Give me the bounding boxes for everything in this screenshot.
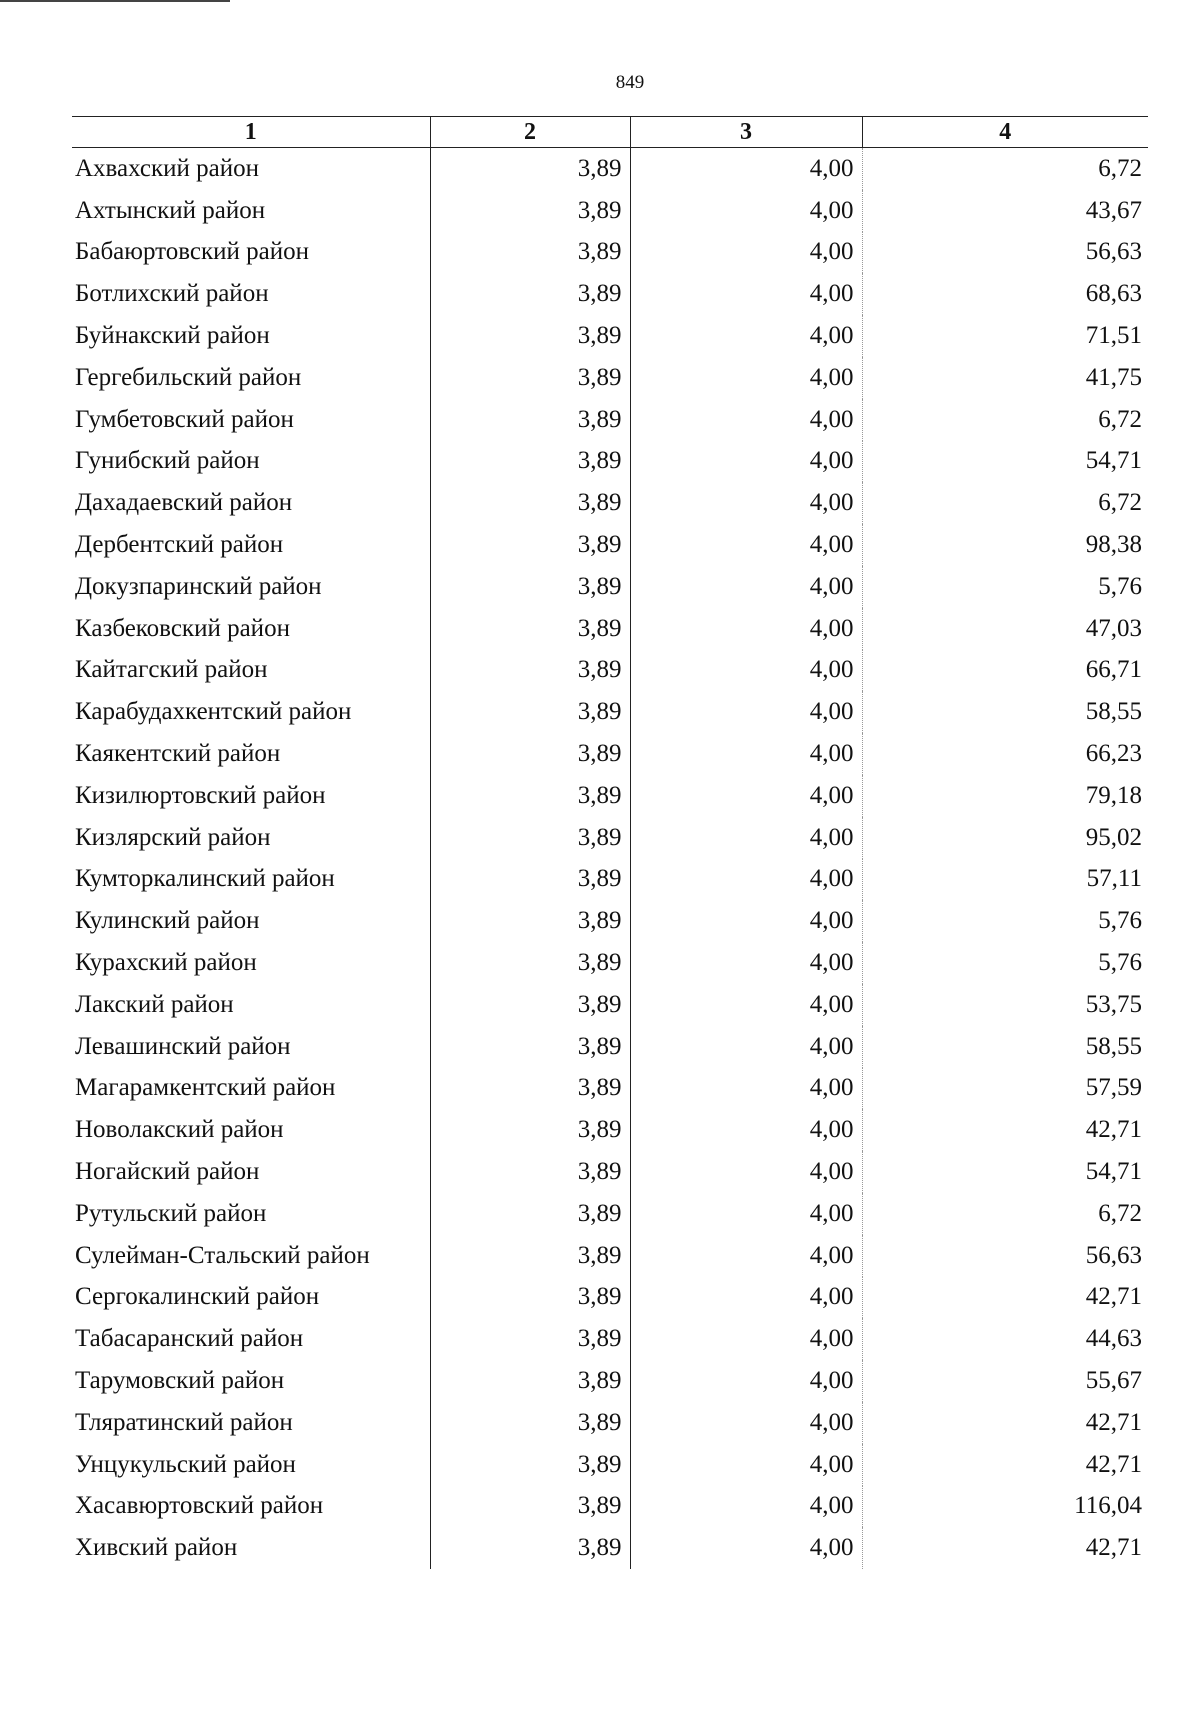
col-4-value-cell: 95,02 (862, 817, 1148, 859)
header-row (72, 117, 1148, 148)
col-2-value-cell: 3,89 (430, 650, 630, 692)
col-3-value-cell: 4,00 (630, 1486, 862, 1528)
col-4-value-cell: 5,76 (862, 566, 1148, 608)
header-col-1: 1 (72, 117, 430, 148)
col-2-value-cell: 3,89 (430, 399, 630, 441)
col-4-value-cell: 42,71 (862, 1527, 1148, 1569)
col-2-value-cell: 3,89 (430, 1318, 630, 1360)
col-3-value-cell: 4,00 (630, 482, 862, 524)
col-4-value-cell: 6,72 (862, 482, 1148, 524)
col-2-value-cell: 3,89 (430, 190, 630, 232)
header-col-4: 4 (862, 117, 1148, 148)
col-2-value-cell: 3,89 (430, 942, 630, 984)
table-row (72, 566, 1148, 608)
district-name-cell: Докузпаринский район (75, 572, 322, 600)
table-row (72, 900, 1148, 942)
col-2-value-cell: 3,89 (430, 1026, 630, 1068)
col-3-value-cell: 4,00 (630, 1444, 862, 1486)
col-2-value-cell: 3,89 (430, 1360, 630, 1402)
col-2-value-cell: 3,89 (430, 1151, 630, 1193)
col-3-value-cell: 4,00 (630, 650, 862, 692)
col-3-value-cell: 4,00 (630, 942, 862, 984)
col-4-value-cell: 56,63 (862, 232, 1148, 274)
col-3-value-cell: 4,00 (630, 1402, 862, 1444)
col-4-value-cell: 47,03 (862, 608, 1148, 650)
district-name-cell: Кайтагский район (75, 656, 268, 684)
district-name-cell: Буйнакский район (75, 322, 270, 350)
header-col-2: 2 (430, 117, 630, 148)
col-2-value-cell: 3,89 (430, 1109, 630, 1151)
col-3-value-cell: 4,00 (630, 1318, 862, 1360)
table-row (72, 1193, 1148, 1235)
col-3-value-cell: 4,00 (630, 1151, 862, 1193)
table-row (72, 315, 1148, 357)
district-name-cell: Табасаранский район (75, 1325, 304, 1353)
col-3-value-cell: 4,00 (630, 608, 862, 650)
district-name-cell: Кулинский район (75, 907, 260, 935)
col-2-value-cell: 3,89 (430, 900, 630, 942)
table-body (72, 148, 1148, 1570)
col-4-value-cell: 42,71 (862, 1444, 1148, 1486)
col-2-value-cell: 3,89 (430, 859, 630, 901)
col-2-value-cell: 3,89 (430, 441, 630, 483)
table-row (72, 1151, 1148, 1193)
col-2-value-cell: 3,89 (430, 148, 630, 190)
col-3-value-cell: 4,00 (630, 357, 862, 399)
district-name-cell: Карабудахкентский район (75, 698, 352, 726)
table-row (72, 608, 1148, 650)
col-2-value-cell: 3,89 (430, 1527, 630, 1569)
table-row (72, 1068, 1148, 1110)
col-4-value-cell: 5,76 (862, 900, 1148, 942)
table-row (72, 148, 1148, 190)
table-row (72, 399, 1148, 441)
header-col-3: 3 (630, 117, 862, 148)
data-table (72, 116, 1148, 1569)
col-4-value-cell: 57,59 (862, 1068, 1148, 1110)
col-2-value-cell: 3,89 (430, 357, 630, 399)
district-name-cell: Левашинский район (75, 1032, 291, 1060)
scan-edge-line (0, 0, 230, 2)
col-2-value-cell: 3,89 (430, 482, 630, 524)
col-2-value-cell: 3,89 (430, 984, 630, 1026)
table-row (72, 273, 1148, 315)
table-row (72, 1026, 1148, 1068)
col-4-value-cell: 42,71 (862, 1402, 1148, 1444)
col-3-value-cell: 4,00 (630, 566, 862, 608)
col-3-value-cell: 4,00 (630, 1360, 862, 1402)
district-name-cell: Бабаюртовский район (75, 238, 309, 266)
col-2-value-cell: 3,89 (430, 817, 630, 859)
col-2-value-cell: 3,89 (430, 775, 630, 817)
district-name-cell: Ахвахский район (75, 154, 260, 182)
col-4-value-cell: 57,11 (862, 859, 1148, 901)
col-3-value-cell: 4,00 (630, 984, 862, 1026)
district-name-cell: Тарумовский район (75, 1367, 285, 1394)
col-3-value-cell: 4,00 (630, 817, 862, 859)
table-row (72, 691, 1148, 733)
table-row (72, 232, 1148, 274)
district-name-cell: Курахский район (75, 949, 257, 977)
district-name-cell: Кизилюртовский район (75, 781, 326, 809)
district-name-cell: Гумбетовский район (75, 405, 294, 433)
district-name-cell: Казбековский район (75, 614, 290, 642)
district-name-cell: Сулейман-Стальский район (75, 1241, 370, 1269)
col-4-value-cell: 54,71 (862, 441, 1148, 483)
table-row (72, 1277, 1148, 1319)
col-4-value-cell: 6,72 (862, 1193, 1148, 1235)
table-row (72, 1444, 1148, 1486)
col-2-value-cell: 3,89 (430, 733, 630, 775)
district-name-cell: Дахадаевский район (75, 489, 293, 517)
table-row (72, 775, 1148, 817)
col-4-value-cell: 68,63 (862, 273, 1148, 315)
col-3-value-cell: 4,00 (630, 232, 862, 274)
district-name-cell: Ботлихский район (75, 280, 269, 308)
district-name-cell: Кумторкалинский район (75, 865, 335, 893)
table-row (72, 1486, 1148, 1528)
col-3-value-cell: 4,00 (630, 399, 862, 441)
district-name-cell: Каякентский район (75, 740, 281, 768)
table-row (72, 357, 1148, 399)
district-name-cell: Гергебильский район (75, 363, 302, 391)
district-name-cell: Гунибский район (75, 447, 260, 475)
col-4-value-cell: 56,63 (862, 1235, 1148, 1277)
col-2-value-cell: 3,89 (430, 608, 630, 650)
col-4-value-cell: 66,71 (862, 650, 1148, 692)
col-4-value-cell: 41,75 (862, 357, 1148, 399)
col-4-value-cell: 44,63 (862, 1318, 1148, 1360)
col-3-value-cell: 4,00 (630, 315, 862, 357)
table-row (72, 190, 1148, 232)
col-2-value-cell: 3,89 (430, 315, 630, 357)
col-3-value-cell: 4,00 (630, 148, 862, 190)
col-2-value-cell: 3,89 (430, 273, 630, 315)
table-row (72, 817, 1148, 859)
district-name-cell: Лакский район (75, 990, 234, 1018)
district-name-cell: Новолакский район (75, 1116, 284, 1144)
table-row (72, 859, 1148, 901)
col-2-value-cell: 3,89 (430, 1402, 630, 1444)
col-3-value-cell: 4,00 (630, 1109, 862, 1151)
table-row (72, 1235, 1148, 1277)
col-3-value-cell: 4,00 (630, 1527, 862, 1569)
col-4-value-cell: 58,55 (862, 691, 1148, 733)
col-3-value-cell: 4,00 (630, 441, 862, 483)
col-4-value-cell: 5,76 (862, 942, 1148, 984)
col-4-value-cell: 71,51 (862, 315, 1148, 357)
district-name-cell: Ногайский район (75, 1158, 260, 1186)
table-row (72, 1318, 1148, 1360)
district-name-cell: Магарамкентский район (75, 1074, 336, 1102)
col-4-value-cell: 79,18 (862, 775, 1148, 817)
district-name-cell: Ахтынский район (75, 196, 266, 224)
col-3-value-cell: 4,00 (630, 1235, 862, 1277)
district-name-cell: Кизлярский район (75, 823, 271, 851)
table-row (72, 524, 1148, 566)
col-3-value-cell: 4,00 (630, 273, 862, 315)
col-2-value-cell: 3,89 (430, 1277, 630, 1319)
district-name-cell: Сергокалинский район (75, 1283, 320, 1311)
table-row (72, 733, 1148, 775)
col-4-value-cell: 98,38 (862, 524, 1148, 566)
data-table-container (72, 116, 1148, 1569)
col-4-value-cell: 6,72 (862, 399, 1148, 441)
col-3-value-cell: 4,00 (630, 900, 862, 942)
table-header (72, 117, 1148, 148)
col-3-value-cell: 4,00 (630, 190, 862, 232)
col-4-value-cell: 116,04 (862, 1486, 1148, 1528)
table-row (72, 984, 1148, 1026)
col-4-value-cell: 66,23 (862, 733, 1148, 775)
col-3-value-cell: 4,00 (630, 524, 862, 566)
table-row (72, 650, 1148, 692)
col-3-value-cell: 4,00 (630, 775, 862, 817)
col-3-value-cell: 4,00 (630, 1193, 862, 1235)
col-4-value-cell: 43,67 (862, 190, 1148, 232)
table-row (72, 482, 1148, 524)
col-3-value-cell: 4,00 (630, 1026, 862, 1068)
col-4-value-cell: 53,75 (862, 984, 1148, 1026)
col-3-value-cell: 4,00 (630, 691, 862, 733)
col-2-value-cell: 3,89 (430, 232, 630, 274)
col-2-value-cell: 3,89 (430, 1068, 630, 1110)
col-2-value-cell: 3,89 (430, 1486, 630, 1528)
col-2-value-cell: 3,89 (430, 1444, 630, 1486)
district-name-cell: Тляратинский район (75, 1408, 293, 1436)
table-row (72, 942, 1148, 984)
district-name-cell: Хивский район (75, 1534, 238, 1562)
district-name-cell: Хасавюртовский район (75, 1492, 324, 1520)
col-4-value-cell: 54,71 (862, 1151, 1148, 1193)
district-name-cell: Дербентский район (75, 531, 284, 559)
col-4-value-cell: 42,71 (862, 1109, 1148, 1151)
col-2-value-cell: 3,89 (430, 566, 630, 608)
col-4-value-cell: 55,67 (862, 1360, 1148, 1402)
district-name-cell: Рутульский район (75, 1199, 267, 1227)
col-2-value-cell: 3,89 (430, 524, 630, 566)
col-4-value-cell: 58,55 (862, 1026, 1148, 1068)
col-3-value-cell: 4,00 (630, 1068, 862, 1110)
table-row (72, 441, 1148, 483)
col-4-value-cell: 6,72 (862, 148, 1148, 190)
page-number: 849 (615, 72, 645, 93)
col-3-value-cell: 4,00 (630, 1277, 862, 1319)
district-name-cell: Унцукульский район (75, 1450, 296, 1478)
table-row (72, 1402, 1148, 1444)
col-4-value-cell: 42,71 (862, 1277, 1148, 1319)
table-row (72, 1109, 1148, 1151)
table-row (72, 1360, 1148, 1402)
table-row (72, 1527, 1148, 1569)
col-2-value-cell: 3,89 (430, 1193, 630, 1235)
col-3-value-cell: 4,00 (630, 733, 862, 775)
col-3-value-cell: 4,00 (630, 859, 862, 901)
col-2-value-cell: 3,89 (430, 691, 630, 733)
col-2-value-cell: 3,89 (430, 1235, 630, 1277)
